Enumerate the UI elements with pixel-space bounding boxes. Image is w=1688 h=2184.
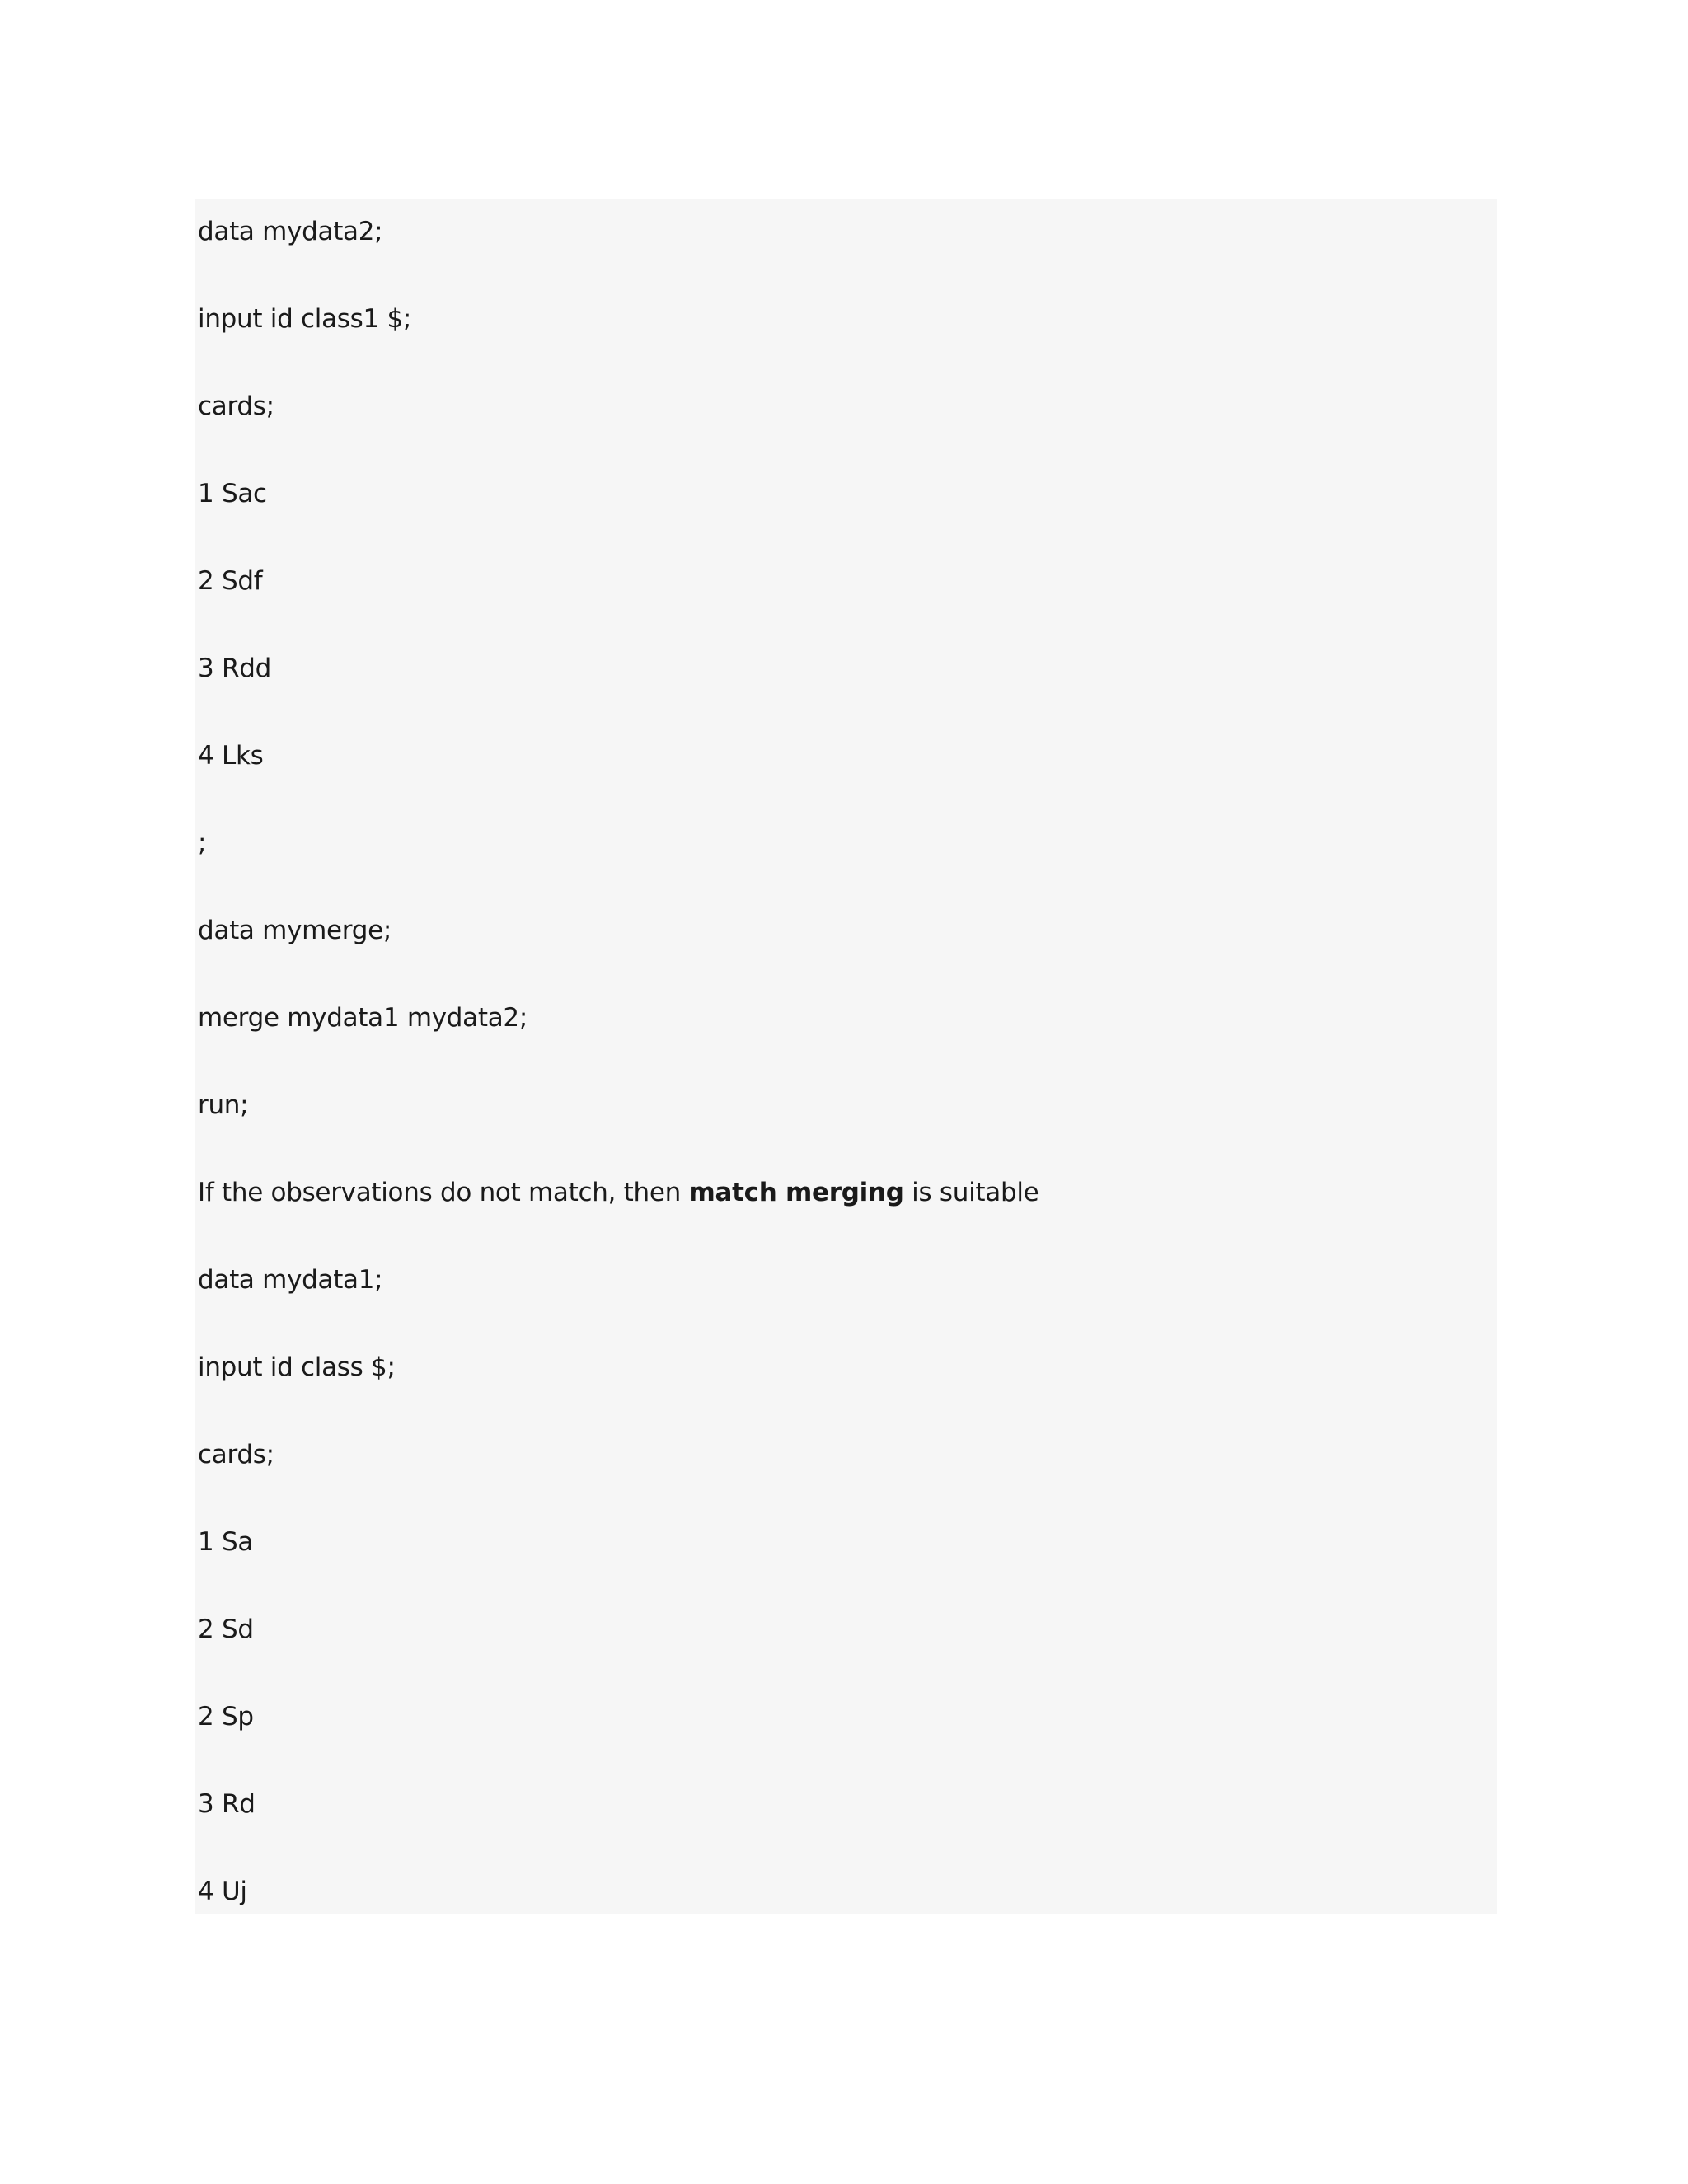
code-line: data mydata1; (198, 1265, 383, 1295)
code-line: data mymerge; (198, 916, 392, 945)
code-line: 2 Sp (198, 1702, 254, 1732)
code-line: run; (198, 1090, 249, 1120)
sentence-bold-term: match merging (688, 1178, 904, 1207)
code-line: 2 Sd (198, 1615, 254, 1644)
code-line: merge mydata1 mydata2; (198, 1003, 528, 1033)
code-line: 3 Rdd (198, 654, 271, 683)
code-line: cards; (198, 1440, 274, 1469)
code-line: input id class $; (198, 1352, 396, 1382)
sentence-text-after: is suitable (903, 1178, 1039, 1207)
code-line: cards; (198, 391, 274, 421)
code-line: 4 Lks (198, 741, 264, 771)
code-line: 1 Sa (198, 1527, 254, 1557)
code-line: 4 Uj (198, 1877, 247, 1906)
explanation-sentence (198, 1176, 1039, 1209)
code-line: data mydata2; (198, 217, 383, 246)
code-line: ; (198, 828, 207, 858)
code-line: 3 Rd (198, 1789, 256, 1819)
code-line: 2 Sdf (198, 566, 263, 596)
code-block (195, 199, 1497, 1914)
sentence-text-before: If the observations do not match, then (198, 1178, 689, 1207)
code-line: 1 Sac (198, 479, 267, 509)
code-line: input id class1 $; (198, 304, 412, 334)
